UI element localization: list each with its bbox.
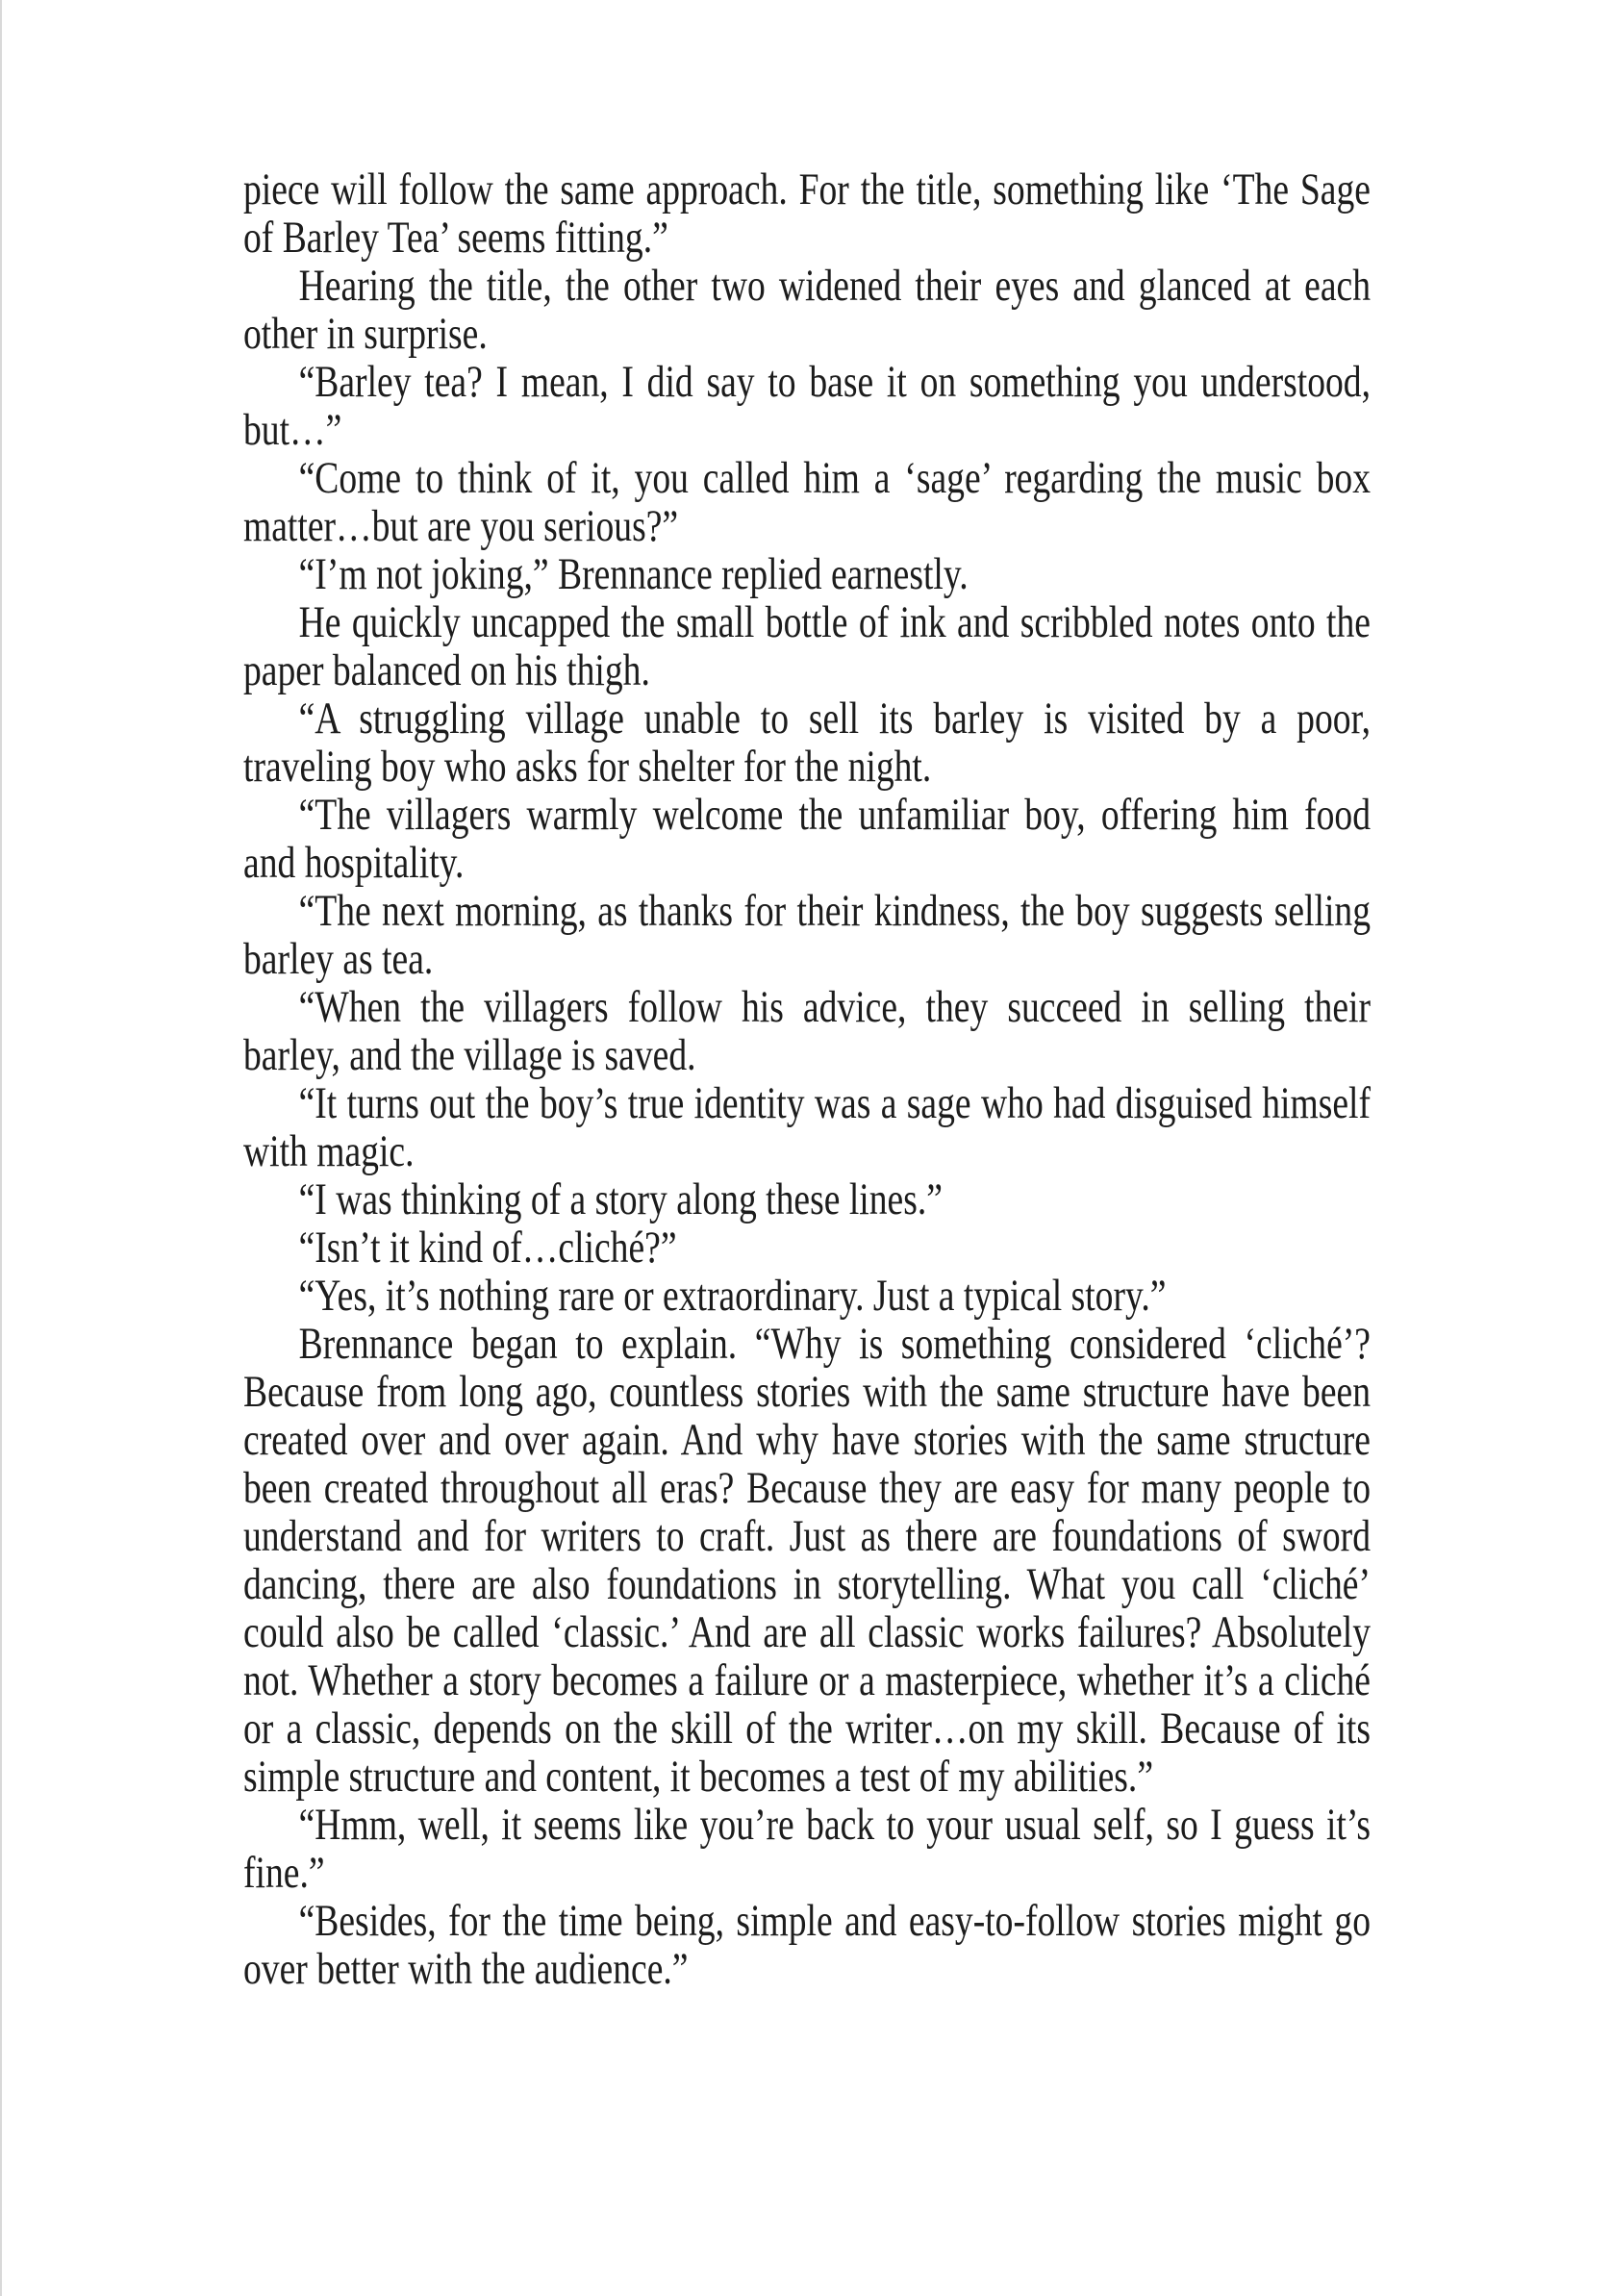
page-text-block <box>243 165 1371 1993</box>
paragraph: piece will follow the same approach. For the title, something like ‘The Sage of Barley Tea’ seems fitting.” <box>243 164 1371 263</box>
paragraph: “A struggling village unable to sell its barley is visited by a poor, traveling boy who asks for shelter for the night. <box>243 694 1372 792</box>
paragraph: “It turns out the boy’s true identity was a sage who had disguised himself with magic. <box>243 1078 1372 1176</box>
paragraph: “Isn’t it kind of…cliché?” <box>298 1223 677 1273</box>
paragraph: “When the villagers follow his advice, they succeed in selling their barley, and the village is saved. <box>243 982 1372 1080</box>
paragraph: “I’m not joking,” Brennance replied earnestly. <box>298 549 969 599</box>
paragraph: Hearing the title, the other two widened their eyes and glanced at each other in surprise. <box>243 261 1372 359</box>
paragraph: “Hmm, well, it seems like you’re back to your usual self, so I guess it’s fine.” <box>243 1800 1372 1898</box>
paragraph: “Besides, for the time being, simple and easy-to-follow stories might go over better with the audience.” <box>243 1896 1372 1994</box>
paragraph: He quickly uncapped the small bottle of ink and scribbled notes onto the paper balanced on his thigh. <box>243 597 1372 695</box>
paragraph: “The villagers warmly welcome the unfamiliar boy, offering him food and hospitality. <box>243 790 1372 888</box>
paragraph: “The next morning, as thanks for their kindness, the boy suggests selling barley as tea. <box>243 886 1372 984</box>
paragraph: Brennance began to explain. “Why is something considered ‘cliché’? Because from long ago, countless stories with the same structure have been created over and over again. And why have stories with the same structure been created throughout all eras? Because they are easy for many people to understand and for writers to craft. Just as there are foundations of sword dancing, there are also foundations in storytelling. What you call ‘cliché’ could also be called ‘classic.’ And are all classic works failures? Absolutely not. Whether a story becomes a failure or a masterpiece, whether it’s a cliché or a classic, depends on the skill of the writer…on my skill. Because of its simple structure and content, it becomes a test of my abilities.” <box>243 1319 1372 1802</box>
page-edge-line <box>0 0 2 2296</box>
paragraph: “Barley tea? I mean, I did say to base it on something you understood, but…” <box>243 357 1372 455</box>
paragraph: “Come to think of it, you called him a ‘sage’ regarding the music box matter…but are you serious?” <box>243 453 1372 551</box>
paragraph: “I was thinking of a story along these lines.” <box>298 1174 943 1224</box>
paragraph: “Yes, it’s nothing rare or extraordinary. Just a typical story.” <box>298 1271 1167 1321</box>
